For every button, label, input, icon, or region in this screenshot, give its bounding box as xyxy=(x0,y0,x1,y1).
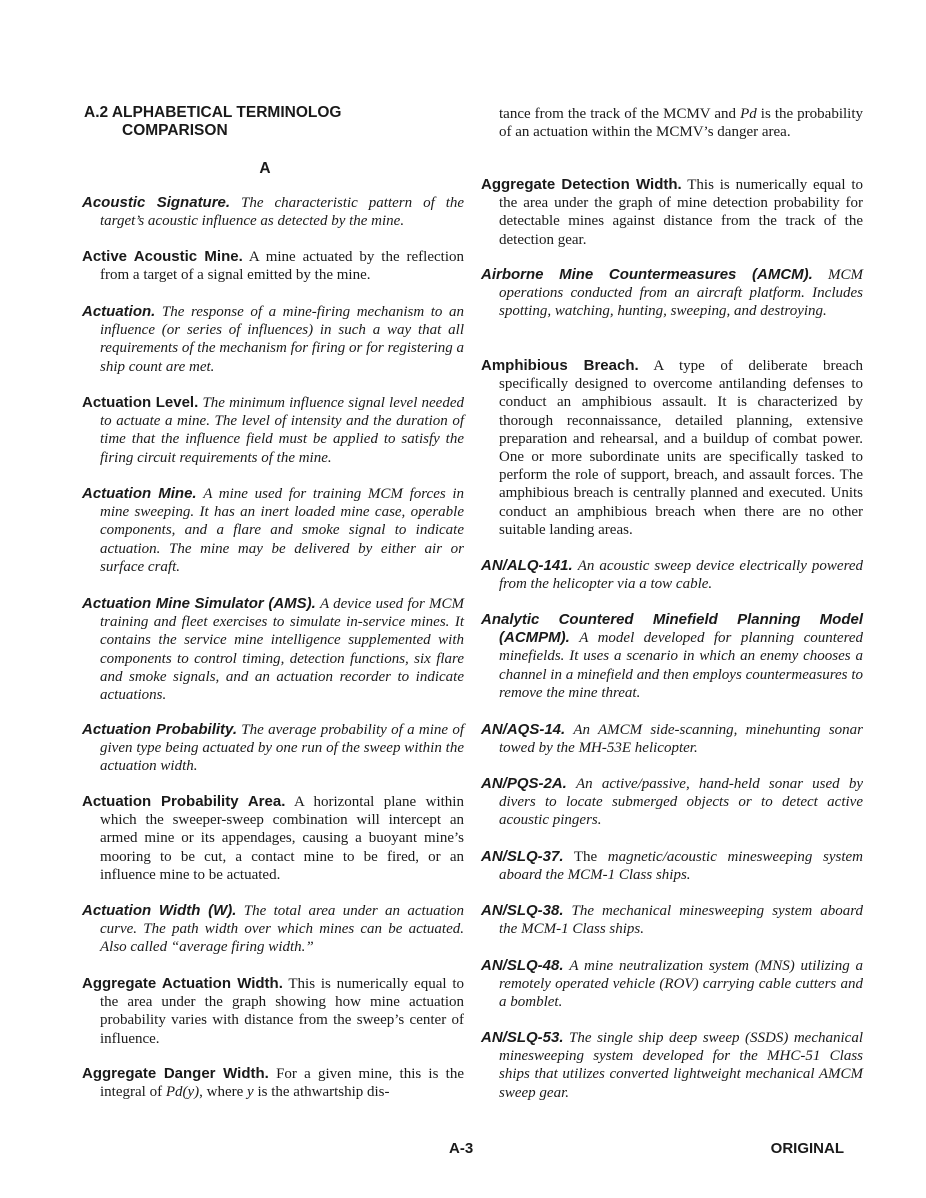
glossary-definition: For a given mine, this is the integral of xyxy=(100,1066,464,1101)
glossary-entry xyxy=(481,1029,863,1102)
glossary-definition: magnetic/acoustic minesweeping system aboard the MCM-1 Class ships. xyxy=(499,849,863,884)
glossary-entry xyxy=(82,194,464,230)
glossary-term: Actuation. xyxy=(82,303,156,320)
document-status: ORIGINAL xyxy=(770,1140,844,1157)
glossary-definition: tance from the track of the MCMV and xyxy=(499,106,741,122)
glossary-definition: The characteristic pattern of the target’s acoustic influence as detected by the mine. xyxy=(100,195,465,230)
glossary-entry xyxy=(82,1065,464,1101)
glossary-entry xyxy=(82,975,464,1048)
glossary-entry xyxy=(481,266,863,321)
glossary-definition: A mine neutralization system (MNS) utilizing a remotely operated vehicle (ROV) carrying cable cutters and a bomblet. xyxy=(499,958,864,1011)
glossary-definition: The mechanical minesweeping system aboard the MCM-1 Class ships. xyxy=(499,903,863,938)
glossary-term: Actuation Probability. xyxy=(82,721,237,738)
glossary-definition: An active/passive, hand-held sonar used by divers to locate submerged objects or to detect active acoustic pingers. xyxy=(499,776,863,829)
glossary-entry xyxy=(481,902,863,938)
glossary-term: Actuation Probability Area. xyxy=(82,793,286,810)
glossary-definition: The single ship deep sweep (SSDS) mechanical minesweeping system developed for the MHC-51 Class ships that utilizes converted lightweight mechanical AMCM sweep gear. xyxy=(499,1030,863,1101)
glossary-entry xyxy=(82,793,464,884)
glossary-term: Aggregate Actuation Width. xyxy=(82,975,283,992)
glossary-term: Aggregate Danger Width. xyxy=(82,1065,269,1082)
glossary-entry xyxy=(481,557,863,593)
section-heading-line2: COMPARISON xyxy=(122,122,228,139)
glossary-definition: A type of deliberate breach specifically designed to overcome antilanding defenses to conduct an amphibious assault. It is characterized by thorough reconnaissance, detailed planning, extensive preparation and rehearsal, and a buildup of combat power. One or more subordinate units are specifically tasked to perform the role of support, breach, and assault forces. The amphibious breach is centrally planned and executed. Units conduct an amphibious breach when there are no other suitable landing areas. xyxy=(499,358,863,538)
glossary-term: Airborne Mine Countermeasures (AMCM). xyxy=(481,266,813,283)
glossary-definition: An acoustic sweep device electrically powered from the helicopter via a tow cable. xyxy=(499,558,864,593)
glossary-definition: Pd(y) xyxy=(165,1084,200,1101)
glossary-entry xyxy=(481,775,863,830)
glossary-entry xyxy=(82,721,464,776)
glossary-term: Active Acoustic Mine. xyxy=(82,248,243,265)
glossary-definition: The response of a mine-firing mechanism to an influence (or series of influences) in such a way that all requirements of the mechanism for firing or for registering a ship count are met. xyxy=(100,304,464,375)
glossary-definition: An AMCM side-scanning, minehunting sonar towed by the MH-53E helicopter. xyxy=(499,722,863,757)
glossary-term: AN/SLQ-48. xyxy=(481,957,564,974)
glossary-definition: This is numerically equal to the area under the graph showing how mine actuation probability varies with distance from the sweep’s center of influence. xyxy=(100,976,464,1047)
glossary-definition: The total area under an actuation curve. The path width over which mines can be actuated. Also called “average firing width.” xyxy=(100,903,464,956)
glossary-definition: is the athwartship dis- xyxy=(253,1084,390,1101)
glossary-term: Amphibious Breach. xyxy=(481,357,639,374)
glossary-term: Actuation Width (W). xyxy=(82,902,237,919)
glossary-entry xyxy=(481,848,863,884)
glossary-term: Actuation Mine. xyxy=(82,485,197,502)
section-heading xyxy=(84,104,341,140)
glossary-entry xyxy=(481,957,863,1012)
glossary-term: AN/ALQ-141. xyxy=(481,557,573,574)
glossary-term: Aggregate Detection Width. xyxy=(481,176,682,193)
glossary-entry xyxy=(481,176,863,249)
glossary-definition: The xyxy=(573,849,608,865)
glossary-entry xyxy=(481,357,863,539)
glossary-definition: y xyxy=(247,1084,254,1101)
glossary-definition: A model developed for planning countered minefields. It uses a scenario in which an enemy chooses a channel in a minefield and then employs countermeasures to remove the mine threat. xyxy=(499,630,864,701)
glossary-definition: Pd xyxy=(740,106,757,122)
glossary-definition: is the probability of an actuation within the MCMV’s danger area. xyxy=(499,106,863,141)
glossary-term: Actuation Level. xyxy=(82,394,199,411)
glossary-entry xyxy=(82,303,464,376)
glossary-entry xyxy=(82,394,464,467)
glossary-entry xyxy=(82,902,464,957)
glossary-entry xyxy=(82,485,464,576)
glossary-definition: A device used for MCM training and fleet exercises to simulate in-service mines. It contains the service mine intelligence supplemented with components to control timing, detection functions, six flare and smoke signals, and an actuation recorder to indicate actuations. xyxy=(100,596,465,704)
section-letter: A xyxy=(259,160,271,177)
glossary-definition: A mine used for training MCM forces in mine sweeping. It has an inert loaded mine case, operable components, and a flare and smoke signal to indicate actuation. The mine may be delivered by either air or surface craft. xyxy=(100,486,465,575)
glossary-term: Acoustic Signature. xyxy=(82,194,231,211)
glossary-entry xyxy=(481,611,863,702)
glossary-entry-continuation xyxy=(481,105,863,141)
glossary-term: AN/AQS-14. xyxy=(481,721,566,738)
glossary-term: AN/SLQ-53. xyxy=(481,1029,564,1046)
glossary-term: AN/SLQ-37. xyxy=(481,848,564,865)
glossary-entry xyxy=(82,248,464,284)
glossary-definition: MCM operations conducted from an aircraft platform. Includes spotting, watching, hunting, sweeping, and destroying. xyxy=(499,267,863,320)
glossary-term: Actuation Mine Simulator (AMS). xyxy=(82,595,316,612)
glossary-definition: A horizontal plane within which the sweeper-sweep combination will intercept an armed mine or its appendages, causing a buoyant mine’s mooring to be cut, a contact mine to be fired, or an influence mine to be actuated. xyxy=(100,794,464,883)
page-number: A-3 xyxy=(449,1140,474,1157)
glossary-definition: , where xyxy=(199,1084,248,1101)
glossary-definition: A mine actuated by the reflection from a target of a signal emitted by the mine. xyxy=(100,249,464,284)
section-heading-line1: A.2 ALPHABETICAL TERMINOLOG xyxy=(84,104,342,121)
glossary-entry xyxy=(82,595,464,704)
glossary-term: Analytic Countered Minefield Planning Model (ACMPM). xyxy=(481,611,863,647)
glossary-definition: The average probability of a mine of given type being actuated by one run of the sweep within the actuation width. xyxy=(100,722,464,775)
glossary-definition: This is numerically equal to the area under the graph of mine detection probability for detectable mines against distance from the track of the detection gear. xyxy=(499,177,863,248)
glossary-term: AN/SLQ-38. xyxy=(481,902,564,919)
glossary-definition: The minimum influence signal level needed to actuate a mine. The level of intensity and the duration of time that the influence field must be applied to satisfy the firing circuit requirements of the mine. xyxy=(100,395,465,466)
glossary-entry xyxy=(481,721,863,757)
glossary-term: AN/PQS-2A. xyxy=(481,775,567,792)
